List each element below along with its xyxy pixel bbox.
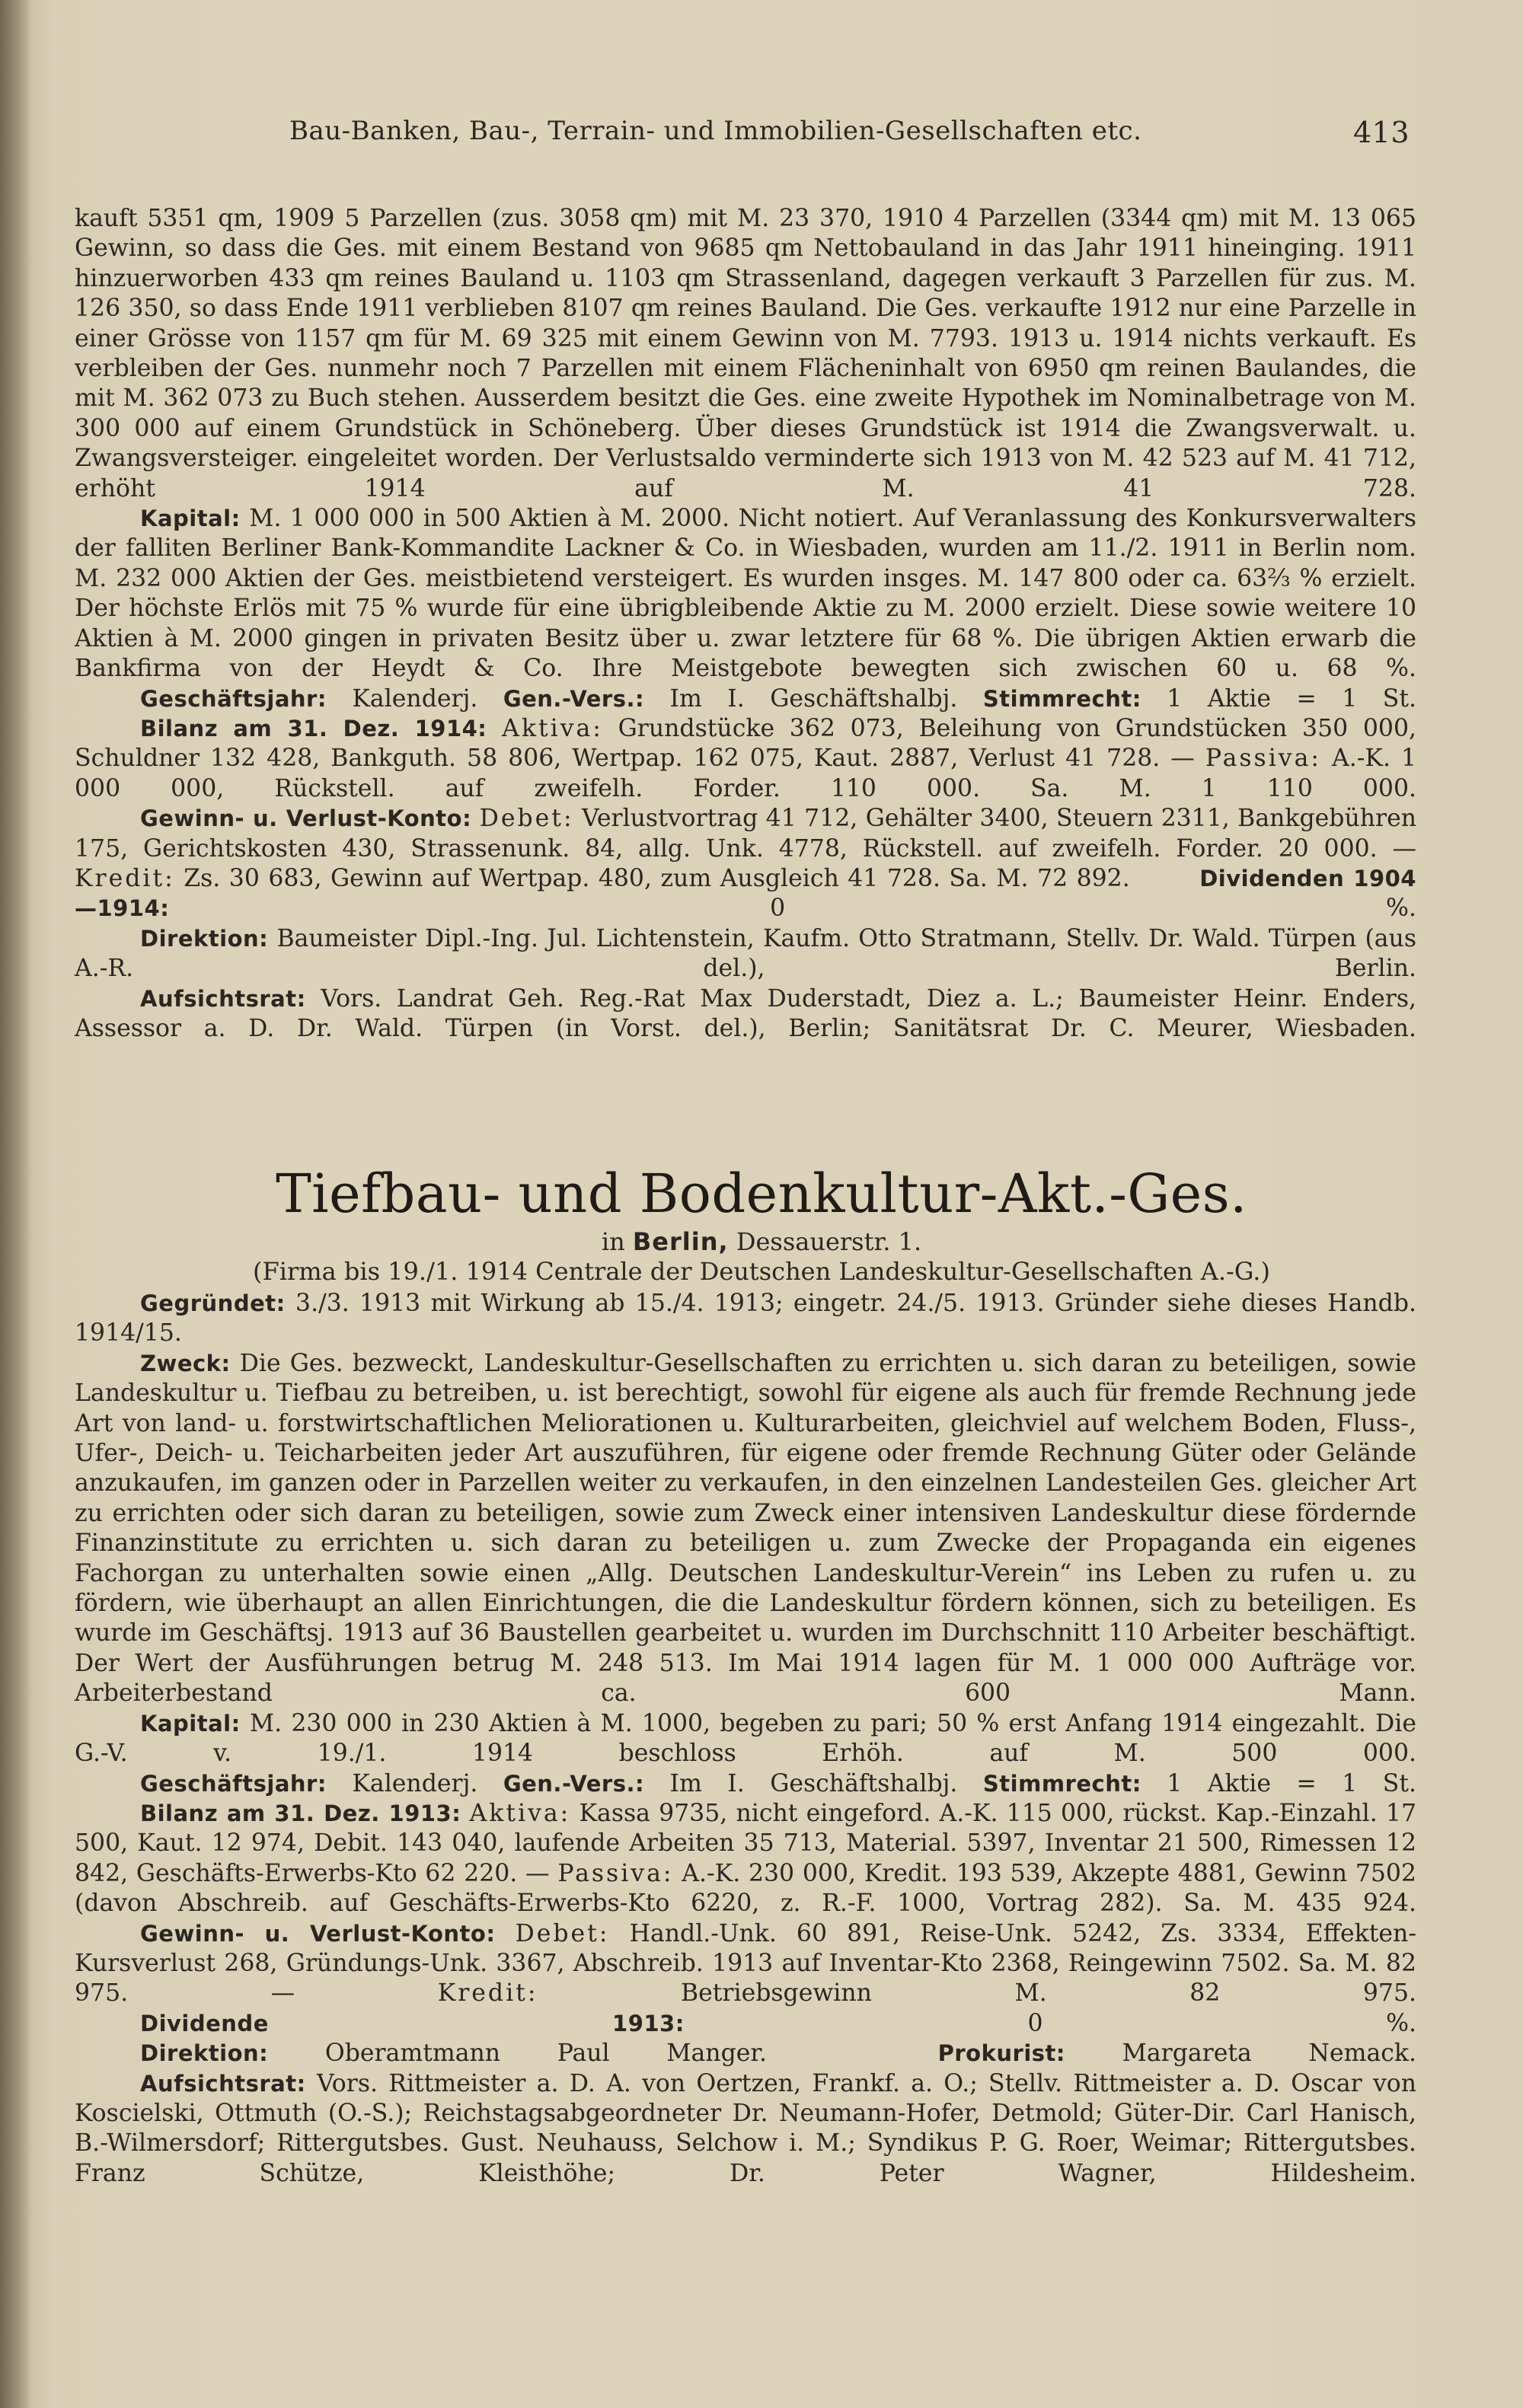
guv-paragraph: Gewinn- u. Verlust-Konto: Debet: Verlustvortrag 41 712, Gehälter 3400, Steuern 2311, Bankgebühren 175, Gerichtskosten 430, Strassenunk. 84, allg. Unk. 4778, Rückstell. auf zweifelh. Forder. 20 000. — Kredit: Zs. 30 683, Gewinn auf Wertpap. 480, zum Ausgleich 41 728. Sa. M. 72 892. Dividenden 1904—1914: 0 %. (75, 805, 1417, 923)
gegruendet-paragraph: Gegründet: 3./3. 1913 mit Wirkung ab 15./4. 1913; eingetr. 24./5. 1913. Gründer siehe dieses Handb. 1914/15. (75, 1290, 1416, 1348)
kapital-paragraph: Kapital: M. 1 000 000 in 500 Aktien à M. 2000. Nicht notiert. Auf Veranlassung des Konkursverwalters der falliten Berliner Bank-Kommandite Lackner & Co. in Wiesbaden, wurden am 11./2. 1911 in Berlin nom. M. 232 000 Aktien der Ges. meistbietend versteigert. Es wurden insges. M. 147 800 oder ca. 63⅔ % erzielt. Der höchste Erlös mit 75 % wurde für eine übrigbleibende Aktie zu M. 2000 erzielt. Diese sowie weitere 10 Aktien à M. 2000 gingen in privaten Besitz über u. zwar letztere für 68 %. Die übrigen Aktien erwarb die Bankfirma von der Heydt & Co. Ihre Meistgebote bewegten sich zwischen 60 u. 68 %. (75, 505, 1417, 683)
dividende-line: Dividende 1913: 0 %. (140, 2009, 1417, 2037)
former-name: (Firma bis 19./1. 1914 Centrale der Deutschen Landeskultur-Gesellschaften A.-G.) (253, 1257, 1270, 1286)
direktion-paragraph: Direktion: Baumeister Dipl.-Ing. Jul. Lichtenstein, Kaufm. Otto Stratmann, Stellv. Dr. Wald. Türpen (aus A.-R. del.), Berlin. (75, 924, 1417, 983)
gj-line: Geschäftsjahr: Kalenderj. Gen.-Vers.: Im I. Geschäftshalbj. Stimmrecht: 1 Aktie = 1 St. (140, 684, 1416, 713)
aufsichtsrat-paragraph: Aufsichtsrat: Vors. Landrat Geh. Reg.-Rat Max Duderstadt, Diez a. L.; Baumeister Heinr. Enders, Assessor a. D. Dr. Wald. Türpen (in Vorst. del.), Berlin; Sanitätsrat Dr. C. Meurer, Wiesbaden. (75, 984, 1416, 1042)
company-location: in Berlin, Dessauerstr. 1. (601, 1227, 922, 1256)
section-2 (75, 1289, 1416, 2189)
kapital-paragraph-2: Kapital: M. 230 000 in 230 Aktien à M. 1000, begeben zu pari; 50 % erst Anfang 1914 eingezahlt. Die G.-V. v. 19./1. 1914 beschloss Erhöh. auf M. 500 000. (75, 1709, 1416, 1768)
aufsichtsrat-paragraph-2: Aufsichtsrat: Vors. Rittmeister a. D. A. von Oertzen, Frankf. a. O.; Stellv. Rittmeister a. D. Oscar von Koscielski, Ottmuth (O.-S.); Reichstagsabgeordneter Dr. Neumann-Hofer, Detmold; Güter-Dir. Carl Hanisch, B.-Wilmersdorf; Rittergutsbes. Gust. Neuhauss, Selchow i. M.; Syndikus P. G. Roer, Weimar; Rittergutsbes. Franz Schütze, Kleisthöhe; Dr. Peter Wagner, Hildesheim. (75, 2069, 1417, 2187)
gj-line-2: Geschäftsjahr: Kalenderj. Gen.-Vers.: Im I. Geschäftshalbj. Stimmrecht: 1 Aktie = 1 St. (140, 1769, 1416, 1797)
zweck-paragraph: Zweck: Die Ges. bezweckt, Landeskultur-Gesellschaften zu errichten u. sich daran zu beteiligen, sowie Landeskultur u. Tiefbau zu betreiben, u. ist berechtigt, sowohl für eigene als auch für fremde Rechnung jede Art von land- u. forstwirtschaftlichen Meliorationen u. Kulturarbeiten, gleichviel auf welchem Boden, Fluss-, Ufer-, Deich- u. Teicharbeiten jeder Art auszuführen, für eigene oder fremde Rechnung Güter oder Gelände anzukaufen, im ganzen oder in Parzellen weiter zu verkaufen, in den einzelnen Landesteilen Ges. gleicher Art zu errichten oder sich daran zu beteiligen, sowie zum Zweck einer intensiven Landeskultur diese fördernde Finanzinstitute zu errichten u. sich daran zu beteiligen u. zum Zwecke der Propaganda ein eigenes Fachorgan zu unterhalten sowie einen „Allg. Deutschen Landeskultur-Verein“ ins Leben zu rufen u. zu fördern, wie überhaupt an allen Einrichtungen, die die Landeskultur fördern können, sich zu beteiligen. Es wurde im Geschäftsj. 1913 auf 36 Baustellen gearbeitet u. wurden im Durchschnitt 110 Arbeiter beschäftigt. Der Wert der Ausführungen betrug M. 248 513. Im Mai 1914 lagen für M. 1 000 000 Aufträge vor. Arbeiterbestand ca. 600 Mann. (75, 1349, 1416, 1708)
bilanz-paragraph: Bilanz am 31. Dez. 1914: Aktiva: Grundstücke 362 073, Beleihung von Grundstücken 350 000, Schuldner 132 428, Bankguth. 58 806, Wertpap. 162 075, Kaut. 2887, Verlust 41 728. — Passiva: A.-K. 1 000 000, Rückstell. auf zweifelh. Forder. 110 000. Sa. M. 1 110 000. (75, 714, 1417, 802)
intro-paragraph: kauft 5351 qm, 1909 5 Parzellen (zus. 3058 qm) mit M. 23 370, 1910 4 Parzellen (3344 qm) mit M. 13 065 Gewinn, so dass die Ges. mit einem Bestand von 9685 qm Nettobauland in das Jahr 1911 hineinging. 1911 hinzuerworben 433 qm reines Bauland u. 1103 qm Strassenland, dagegen verkauft 3 Parzellen für zus. M. 126 350, so dass Ende 1911 verblieben 8107 qm reines Bauland. Die Ges. verkaufte 1912 nur eine Parzelle in einer Grösse von 1157 qm für M. 69 325 mit einem Gewinn von M. 7793. 1913 u. 1914 nichts verkauft. Es verbleiben der Ges. nunmehr noch 7 Parzellen mit einem Flächeninhalt von 6950 qm reinen Baulandes, die mit M. 362 073 zu Buch stehen. Ausserdem besitzt die Ges. eine zweite Hypothek im Nominalbetrage von M. 300 000 auf einem Grundstück in Schöneberg. Über dieses Grundstück ist 1914 die Zwangsverwalt. u. Zwangsversteiger. eingeleitet worden. Der Verlustsaldo verminderte sich 1913 von M. 42 523 auf M. 41 712, erhöht 1914 auf M. 41 728. (75, 205, 1416, 502)
page-number: 413 (1353, 116, 1410, 149)
bilanz-paragraph-2: Bilanz am 31. Dez. 1913: Aktiva: Kassa 9735, nicht eingeford. A.-K. 115 000, rückst. Kap.-Einzahl. 17 500, Kaut. 12 974, Debit. 143 040, laufende Arbeiten 35 713, Material. 5397, Inventar 21 500, Rimessen 12 842, Geschäfts-Erwerbs-Kto 62 220. — Passiva: A.-K. 230 000, Kredit. 193 539, Akzepte 4881, Gewinn 7502 (davon Abschreib. auf Geschäfts-Erwerbs-Kto 6220, z. R.-F. 1000, Vortrag 282). Sa. M. 435 924. (75, 1799, 1417, 1918)
guv-paragraph-2: Gewinn- u. Verlust-Konto: Debet: Handl.-Unk. 60 891, Reise-Unk. 5242, Zs. 3334, Effekten-Kursverlust 268, Gründungs-Unk. 3367, Abschreib. 1913 auf Inventar-Kto 2368, Reingewinn 7502. Sa. M. 82 975. — Kredit: Betriebsgewinn M. 82 975. (75, 1919, 1417, 2008)
direktion-line-2: Direktion: Oberamtmann Paul Manger. Prokurist: Margareta Nemack. (140, 2040, 1417, 2068)
section-1 (75, 204, 1416, 1044)
company-title: Tiefbau- und Bodenkultur-Akt.-Ges. (276, 1163, 1247, 1225)
header-title: Bau-Banken, Bau-, Terrain- und Immobilien-Gesellschaften etc. (289, 116, 1142, 146)
